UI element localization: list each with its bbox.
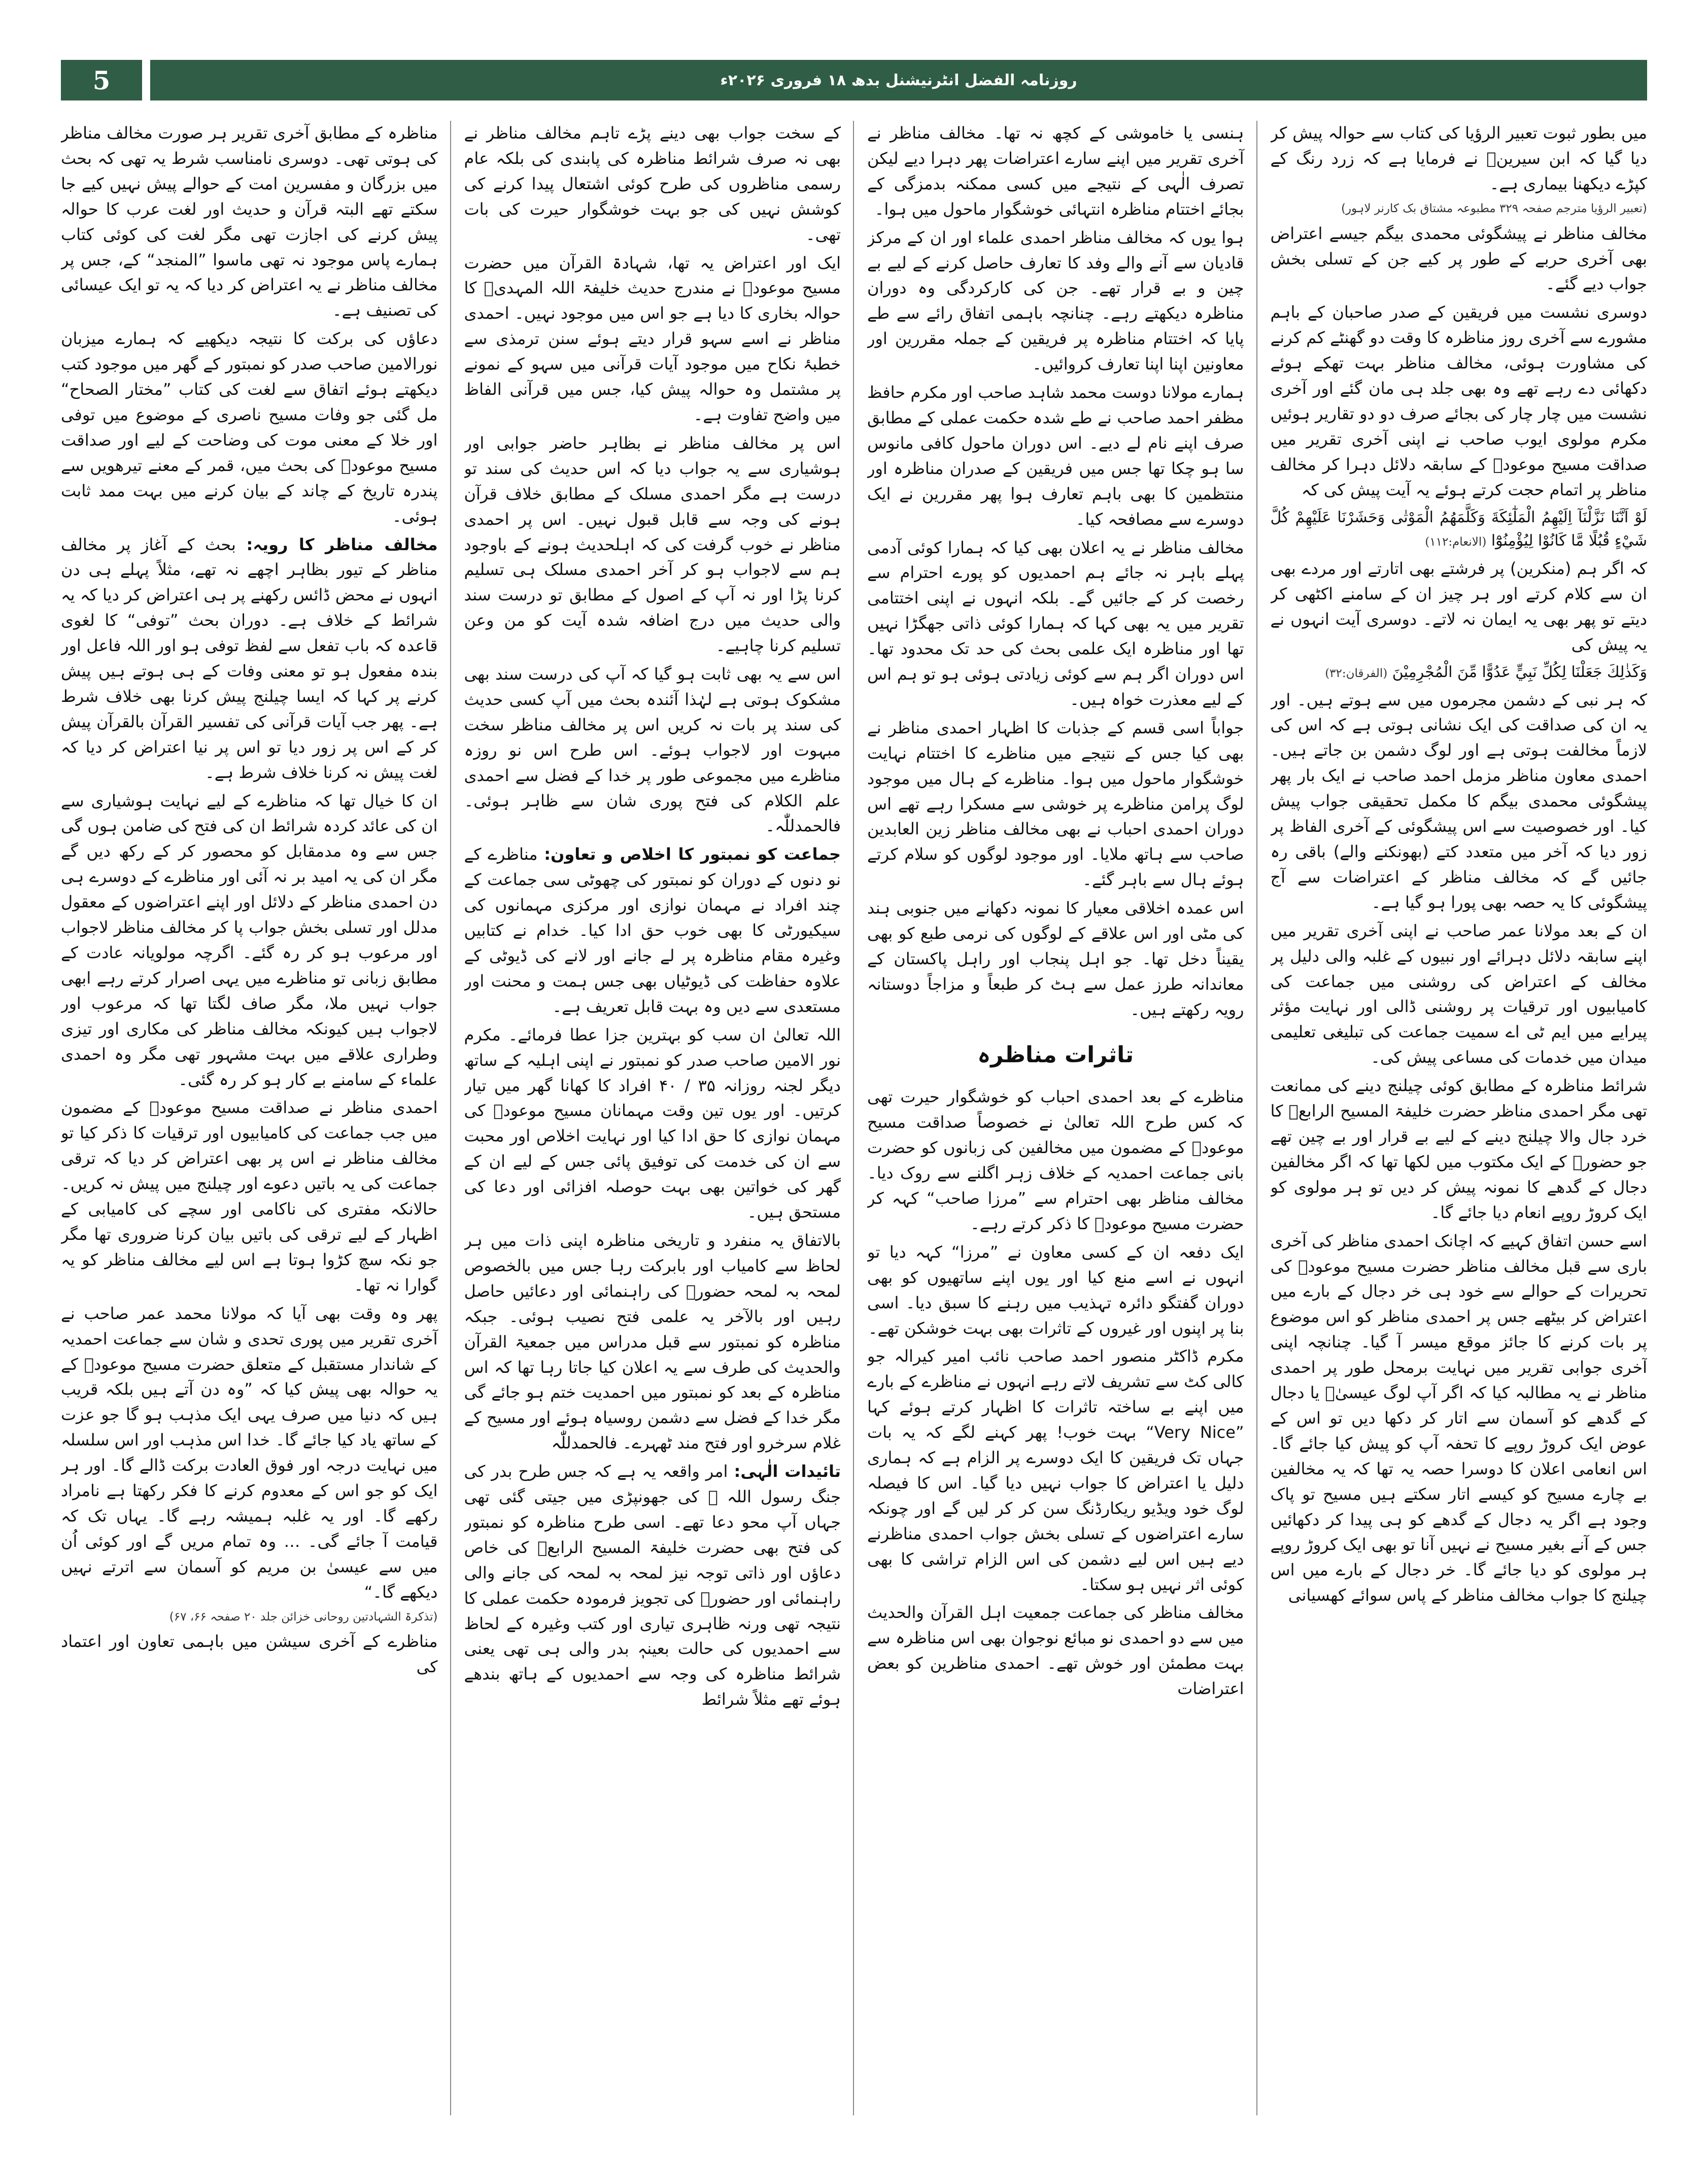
quran-verse — [1271, 506, 1648, 554]
paragraph: ایک دفعہ ان کے کسی معاون نے ”مرزا“ کہہ دیا تو انہوں نے اسے منع کیا اور یوں اپنے ساتھیوں کو بھی دوران گفتگو دائرہ تہذیب میں رہنے کا سبق دیا۔ اسی بنا پر اپنوں اور غیروں کے تاثرات بھی بہت خوشکن تھے۔ — [867, 1242, 1244, 1338]
paragraph: اس سے یہ بھی ثابت ہو گیا کہ آپ کی درست سند بھی مشکوک ہوتی ہے لہٰذا آئندہ بحث میں آپ کسی حدیث کی سند پر بات نہ کریں اس پر مخالف مناظر سخت مبہوت اور لاجواب ہوئے۔ اس طرح اس نو روزہ مناظرے میں مجموعی طور پر خدا کے فضل سے احمدی علم الکلام کی فتح پوری شان سے ظاہر ہوئی۔ فالحمدللّٰہ۔ — [464, 664, 841, 836]
paragraph — [464, 842, 841, 1019]
quran-verse-text: وَكَذٰلِكَ جَعَلْنَا لِكُلِّ نَبِيٍّ عَدُوًّا مِّنَ الْمُجْرِمِيْنَ — [1392, 663, 1647, 681]
paragraph: مخالف مناظر نے پیشگوئی محمدی بیگم جیسے اعتراض بھی آخری حربے کے طور پر کیے جن کے تسلی بخش جواب دیے گئے۔ — [1270, 223, 1647, 294]
paragraph: مناظرے کے بعد احمدی احباب کو خوشگوار حیرت تھی کہ کس طرح اللہ تعالیٰ نے خصوصاً صداقت مسیح موعودؑ کے مضمون میں مخالفین کی زبانوں کو حضرت بانی جماعت احمدیہ کے خلاف زہر اگلنے سے روک دیا۔ مخالف مناظر بھی احترام سے ”مرزا صاحب“ کہہ کر حضرت مسیح موعودؑ کا ذکر کرتے رہے۔ — [867, 1087, 1244, 1233]
paragraph: مخالف مناظر کی جماعت جمعیت اہل القرآن والحدیث میں سے دو احمدی نو مبائع نوجوان بھی اس مناظرہ سے بہت مطمئن اور خوش تھے۔ احمدی مناظرین کو بعض اعتراضات — [867, 1603, 1244, 1699]
paragraph: احمدی مناظر نے صداقت مسیح موعودؑ کے مضمون میں جب جماعت کی کامیابیوں اور ترقیات کا ذکر کیا تو مخالف مناظر نے اس پر بھی اعتراض کر دیا کہ ترقی جماعت کی یہ باتیں دعوے اور چیلنج میں پیش نہ کریں۔ حالانکہ مفتری کی ناکامی اور سچے کی کامیابی کے اظہار کے لیے ترقی کی باتیں بیان کرنا ضروری تھا مگر جو نکہ سچ کڑوا ہوتا ہے اس لیے مخالف مناظر کو یہ گوارا نہ تھا۔ — [61, 1098, 438, 1295]
reference: (تعبیر الرؤیا مترجم صفحہ ۳۲۹ مطبوعہ مشتاق بک کارنر لاہور) — [1341, 201, 1647, 215]
paragraph: مناظرہ کے مطابق آخری تقریر ہر صورت مخالف مناظر کی ہوتی تھی۔ دوسری نامناسب شرط یہ تھی کہ بحث میں بزرگان و مفسرین امت کے حوالے پیش نہیں کیے جا سکتے تھے البتہ قرآن و حدیث اور لغت عرب کا حوالہ پیش کرنے کی اجازت تھی مگر لغت کی کوئی کتاب ہمارے پاس موجود نہ تھی ماسوا ”المنجد“ کے، جس پر مخالف مناظر نے یہ اعتراض کر دیا کہ یہ تو ایک عیسائی کی تصنیف ہے۔ — [61, 123, 438, 320]
paragraph: ہنسی یا خاموشی کے کچھ نہ تھا۔ مخالف مناظر نے آخری تقریر میں اپنے سارے اعتراضات پھر دہرا دیے لیکن تصرف الٰہی کے نتیجے میں کسی ممکنہ بدمزگی کے بجائے اختتام مناظرہ انتہائی خوشگوار ماحول میں ہوا۔ — [867, 123, 1244, 219]
paragraph: ان کا خیال تھا کہ مناظرے کے لیے نہایت ہوشیاری سے ان کی عائد کردہ شرائط ان کی فتح کی ضامن ہوں گی جس سے وہ مدمقابل کو محصور کر کے رکھ دیں گے مگر ان کی یہ امید بر نہ آئی اور مناظرے کے دوسرے ہی دن احمدی مناظر کے دلائل اور اپنے اعتراضوں کے معقول مدلل اور تسلی بخش جواب پا کر مخالف مناظر لاجواب اور مرعوب ہو کر رہ گئے۔ اگرچہ مولویانہ عادت کے مطابق زبانی تو مناظرے میں یہی اصرار کرتے رہے ابھی جواب نہیں ملا، مگر صاف لگتا تھا کہ مرعوب اور لاجواب ہیں کیونکہ مخالف مناظر کی مکاری اور تیزی وطراری علاقے میں بہت مشہور تھی مگر وہ احمدی علماء کے سامنے بے کار ہو کر رہ گئی۔ — [61, 791, 438, 1089]
paragraph: اللہ تعالیٰ ان سب کو بہترین جزا عطا فرمائے۔ مکرم نور الامین صاحب صدر کو نمبتور نے اپنی اہلیہ کے ساتھ دیگر لجنہ روزانہ ۳۵ / ۴۰ افراد کا کھانا گھر میں تیار کرتیں۔ اور یوں تین وقت مہمانان مسیح موعودؑ کی مہمان نوازی کا حق ادا کیا اور نہایت اخلاص اور محبت سے ان کی خدمت کی توفیق پائی جس کے لیے ان کے گھر کی خواتین بھی بہت حوصلہ افزائی اور دعا کی مستحق ہیں۔ — [464, 1025, 841, 1222]
paragraph: ہمارے مولانا دوست محمد شاہد صاحب اور مکرم حافظ مظفر احمد صاحب نے طے شدہ حکمت عملی کے مطابق صرف اپنے نام لے دیے۔ اس دوران ماحول کافی مانوس سا ہو چکا تھا جس میں فریقین کے صدران مناظرہ اور منتظمین کا بھی باہم تعارف ہوا پھر مقررین نے ایک دوسرے سے مصافحہ کیا۔ — [867, 383, 1244, 529]
paragraph: بالاتفاق یہ منفرد و تاریخی مناظرہ اپنی ذات میں ہر لحاظ سے کامیاب اور بابرکت رہا جس میں بالخصوص لمحہ بہ لمحہ حضورؒ کی راہنمائی اور دعائیں حاصل رہیں اور بالآخر یہ علمی فتح نصیب ہوئی۔ جبکہ مناظرہ کو نمبتور سے قبل مدراس میں جمعیۃ القرآن والحدیث کی طرف سے یہ اعلان کیا جاتا رہا تھا کہ اس مناظرہ کے بعد کو نمبتور میں احمدیت ختم ہو جائے گی مگر خدا کے فضل سے دشمن روسیاہ ہوئے اور مسیح کے غلام سرخرو اور فتح مند ٹھہرے۔ فالحمدللّٰہ — [464, 1230, 841, 1453]
paragraph: دوسری نشست میں فریقین کے صدر صاحبان کے باہم مشورے سے آخری روز مناظرہ کا وقت دو گھنٹے کم کرنے کی مشاورت ہوئی، مخالف مناظر بہت تھکے ہوئے دکھائی دے رہے تھے وہ بھی جلد ہی مان گئے اور آخری نشست میں چار چار کی بجائے صرف دو دو تقاریر ہوئیں مکرم مولوی ایوب صاحب نے اپنی آخری تقریر میں صداقت مسیح موعودؑ کے سابقہ دلائل دہرا کر مخالف مناظر پر اتمام حجت کرتے ہوئے یہ آیت پیش کی کہ — [1270, 302, 1647, 499]
column-3 — [464, 121, 855, 2115]
paragraph: اسے حسن اتفاق کہیے کہ اچانک احمدی مناظر کی آخری باری سے قبل مخالف مناظر حضرت مسیح موعودؑ کی تحریرات کے حوالے سے خود ہی خر دجال کے بارے میں اعتراض کر بیٹھے جس پر احمدی مناظر کو اس موضوع پر بات کرنے کا جائز موقع میسر آ گیا۔ چنانچہ اپنی آخری جوابی تقریر میں نہایت برمحل طور پر احمدی مناظر نے یہ مطالبہ کیا کہ اگر آپ لوگ عیسیٰؑ یا دجال کے گدھے کو آسمان سے اتار کر دکھا دیں تو اس کے عوض ایک کروڑ روپے کا تحفہ آپ کو پیش کیا جائے گا۔ اس انعامی اعلان کا دوسرا حصہ یہ تھا کہ یہ مخالفین بے چارے مسیح کو کیسے اتار سکتے ہیں مسیح تو پاک وجود ہے اگر یہ دجال کے گدھے کو ہی پیدا کر دکھائیں جس کے آنے بغیر مسیح نے نہیں آنا تو بھی ایک کروڑ روپے ہر مولوی کو دیا جائے گا۔ خر دجال کے بارے میں اس چیلنج کا جواب مخالف مناظر کے پاس سوائے کھسیانی — [1270, 1231, 1647, 1605]
subheading: جماعت کو نمبتور کا اخلاص و تعاون: — [544, 845, 841, 864]
subheading: تائیدات الٰہی: — [734, 1462, 841, 1481]
paragraph: ان کے بعد مولانا عمر صاحب نے اپنی آخری تقریر میں اپنے سابقہ دلائل دہرائے اور نبیوں کے غلبہ والی دلیل پر مخالف کے اعتراض کی روشنی میں جماعت کی کامیابیوں اور ترقیات پر روشنی ڈالی اور نہایت مؤثر پیرایے میں ایم ٹی اے سمیت جماعت کی تبلیغی تعلیمی میدان میں خدمات کی مساعی پیش کی۔ — [1270, 921, 1647, 1067]
quran-verse-text: لَوْ اَنَّنَا نَزَّلْنَآ اِلَيْهِمُ الْمَلٰٓئِكَةَ وَكَلَّمَهُمُ الْمَوْتٰى وَحَشَرْنَا عَلَيْهِمْ كُلَّ شَيْءٍ قُبُلًا مَّا كَانُوْا لِيُؤْمِنُوْٓا — [1270, 508, 1647, 550]
paragraph: دعاؤں کی برکت کا نتیجہ دیکھیے کہ ہمارے میزبان نورالامین صاحب صدر کو نمبتور کے گھر میں موجود کتب دیکھتے ہوئے اتفاق سے لغت کی کتاب ”مختار الصحاح“ مل گئی جو وفات مسیح ناصری کے موضوع میں توفی اور خلا کے معنی موت کی وضاحت کے لیے اور صداقت مسیح موعودؑ کی بحث میں، قمر کے معنے تیرھویں سے پندرہ تاریخ کے چاند کے بیان کرنے میں بہت ممد ثابت ہوئی۔ — [61, 329, 438, 526]
paragraph: میں بطور ثبوت تعبیر الرؤیا کی کتاب سے حوالہ پیش کر دیا گیا کہ ابن سیرینؒ نے فرمایا ہے کہ زرد رنگ کے کپڑے دیکھنا بیماری ہے۔ — [1270, 123, 1647, 193]
paragraph: پھر وہ وقت بھی آیا کہ مولانا محمد عمر صاحب نے آخری تقریر میں پوری تحدی و شان سے جماعت احمدیہ کے شاندار مستقبل کے متعلق حضرت مسیح موعودؑ کے یہ حوالہ بھی پیش کیا کہ ”وہ دن آتے ہیں بلکہ قریب ہیں کہ دنیا میں صرف یہی ایک مذہب ہو گا جو عزت کے ساتھ یاد کیا جائے گا۔ خدا اس مذہب اور اس سلسلہ میں نہایت درجہ اور فوق العادت برکت ڈالے گا۔ اور ہر ایک کو جو اس کے معدوم کرنے کا فکر رکھتا ہے نامراد رکھے گا۔ اور یہ غلبہ ہمیشہ رہے گا۔ یہاں تک کہ قیامت آ جائے گی۔ … وہ تمام مریں گے اور کوئی اُن میں سے عیسیٰ بن مریم کو آسمان سے اترتے نہیں دیکھے گا۔“ — [61, 1303, 438, 1602]
paragraph: شرائط مناظرہ کے مطابق کوئی چیلنج دینے کی ممانعت تھی مگر احمدی مناظر حضرت خلیفۃ المسیح الرابعؒ کا خرد جال والا چیلنج دینے کے لیے بے قرار اور بے چین تھے جو حضورؒ کے ایک مکتوب میں لکھا تھا کہ اگر مخالفین دجال کے گدھے کا نمونہ پیش کر دیں تو ہر مولوی کو ایک کروڑ روپے انعام دیا جائے گا۔ — [1270, 1076, 1647, 1222]
paragraph: اس عمدہ اخلاقی معیار کا نمونہ دکھانے میں جنوبی ہند کی مٹی اور اس علاقے کے لوگوں کی نرمی طبع کو بھی یقیناً دخل تھا۔ جو اہل پنجاب اور راہل پاکستان کے معاندانہ طرز عمل سے ہٹ کر طبعاً و مزاجاً دوستانہ رویہ رکھتے ہیں۔ — [867, 898, 1244, 1019]
column-2 — [867, 121, 1257, 2115]
subheading: مخالف مناظر کا رویہ: — [246, 534, 438, 554]
quran-verse-ref: (الفرقان:۳۲) — [1325, 666, 1388, 680]
article-columns — [61, 121, 1647, 2115]
page-header — [61, 60, 1647, 100]
quran-verse — [1271, 661, 1648, 685]
subheading-text: بحث کے آغاز پر مخالف — [61, 534, 236, 554]
paragraph: مکرم ڈاکٹر منصور احمد صاحب نائب امیر کیرالہ جو کالی کٹ سے تشریف لاتے رہے انہوں نے مناظرے کے بارے میں اپنے بے ساختہ تاثرات کا اظہار کرتے ہوئے کہا ”Very Nice“ بہت خوب! پھر کہنے لگے کہ یہ بات جہاں تک فریقین کا ایک دوسرے پر الزام ہے کہ ہماری دلیل یا اعتراض کا جواب نہیں دیا گیا۔ اس کا فیصلہ لوگ خود ویڈیو ریکارڈنگ سن کر کر لیں گے اور چونکہ سارے اعتراضوں کے تسلی بخش جواب احمدی مناظرنے دیے ہیں اس لیے دشمن کی اس الزام تراشی کا بھی کوئی اثر نہیں ہو سکتا۔ — [867, 1346, 1244, 1594]
paragraph: مخالف مناظر نے یہ اعلان بھی کیا کہ ہمارا کوئی آدمی پہلے باہر نہ جائے ہم احمدیوں کو پورے احترام سے رخصت کر کے جائیں گے۔ بلکہ انہوں نے اپنی اختتامی تقریر میں یہ بھی کہا کہ ہمارا کوئی ذاتی جھگڑا نہیں تھا اور مناظرہ ایک علمی بحث کی حد تک محدود تھا۔ اس دوران اگر ہم سے کوئی زیادتی ہوئی ہو تو ہم اس کے لیے معذرت خواہ ہیں۔ — [867, 537, 1244, 709]
paragraph: کہ اگر ہم (منکرین) پر فرشتے بھی اتارتے اور مردے بھی ان سے کلام کرتے اور ہر چیز ان کے سامنے اکٹھی کر دیتے تو پھر بھی یہ ایمان نہ لاتے۔ دوسری آیت انہوں نے یہ پیش کی — [1270, 559, 1647, 654]
paragraph: کہ ہر نبی کے دشمن مجرموں میں سے ہوتے ہیں۔ اور یہ ان کی صداقت کی ایک نشانی ہوتی ہے کہ اس کی لازماً مخالفت ہوتی ہے اور لوگ دشمن بن جاتے ہیں۔ احمدی معاون مناظر مزمل احمد صاحب نے ایک بار پھر پیشگوئی محمدی بیگم کا مکمل تحقیقی جواب پیش کیا۔ اور خصوصیت سے اس پیشگوئی کے آخری الفاظ پر زور دیا کہ آخر میں متعدد کتے (بھونکنے والے) باقی رہ جائیں گے کہ مخالف مناظر کے اعتراضات سے آج پیشگوئی کا یہ حصہ بھی پورا ہو گیا ہے۔ — [1270, 690, 1647, 912]
paragraph: کے سخت جواب بھی دینے پڑے تاہم مخالف مناظر نے بھی نہ صرف شرائط مناظرہ کی پابندی کی بلکہ عام رسمی مناظروں کی طرح کوئی اشتعال پیدا کرنے کی کوشش نہیں کی جو بہت خوشگوار حیرت کی بات تھی۔ — [464, 123, 841, 244]
masthead-title: روزنامہ الفضل انٹرنیشنل بدھ ۱۸ فروری ۲۰۲۶ء — [150, 60, 1647, 100]
subheading-text: مناظرے کے — [464, 845, 538, 864]
page-number: 5 — [61, 60, 150, 100]
paragraph-text: مناظر کے تیور بظاہر اچھے نہ تھے، مثلاً پہلے ہی دن انہوں نے محض ڈائس رکھنے پر ہی اعتراض کر دیا کہ یہ شرائط کے خلاف ہے۔ دوران بحث ”توفی“ کا لغوی قاعدہ کہ باب تفعل سے لفظ توفی ہو اور اللہ فاعل اور بندہ مفعول ہو تو معنی وفات کے ہی ہوتے ہیں پیش کرنے پر کہا کہ ایسا چیلنج پیش کرنا بھی خلاف شرط ہے۔ پھر جب آیات قرآنی کی تفسیر القرآن بالقرآن پیش کر کے اس پر زور دیا تو اس پر نیا اعتراض کر دیا کہ لغت پیش نہ کرنا خلاف شرط ہے۔ — [61, 560, 438, 782]
paragraph — [464, 1459, 841, 1712]
column-4 — [61, 121, 451, 2115]
reference: (تذکرۃ الشہادتین روحانی خزائن جلد ۲۰ صفحہ ۶۶، ۶۷) — [169, 1610, 438, 1624]
paragraph: ہوا یوں کہ مخالف مناظر احمدی علماء اور ان کے مرکز قادیان سے آنے والے وفد کا تعارف حاصل کرنے کے لیے بے چین و بے قرار تھے۔ جن کی کارکردگی وہ دوران مناظرہ دیکھتے رہے۔ چنانچہ باہمی اتفاق رائے سے طے پایا کہ اختتام مناظرہ پر فریقین کے جملہ مقررین اور معاونین اپنا اپنا تعارف کروائیں۔ — [867, 227, 1244, 374]
paragraph-text: نو دنوں کے دوران کو نمبتور کی چھوٹی سی جماعت کے چند افراد نے مہمان نوازی اور مرکزی مہمانوں کی سیکیورٹی کا بھی خوب حق ادا کیا۔ خدام نے کتابیں وغیرہ مقام مناظرہ پر لے جانے اور لانے کی ڈیوٹی کے علاوہ حفاظت کی ڈیوٹیاں بھی جس ہمت و محنت اور مستعدی سے دیں وہ بہت قابل تعریف ہے۔ — [464, 870, 841, 1016]
paragraph — [61, 532, 438, 786]
paragraph-text: امر واقعہ یہ ہے کہ جس طرح بدر کی جنگ رسول اللہ ﷺ کی جھونپڑی میں جیتی گئی تھی جہاں آپ محو دعا تھے۔ اسی طرح مناظرہ کو نمبتور کی فتح بھی حضرت خلیفۃ المسیح الرابعؒ کی خاص دعاؤں اور ذاتی توجہ نیز لمحہ بہ لمحہ کی جانے والی راہنمائی اور حضورؒ کی تجویز فرمودہ حکمت عملی کا نتیجہ تھی ورنہ ظاہری تیاری اور کتب وغیرہ کے لحاظ سے احمدیوں کی حالت بعینہٖ بدر والی ہی تھی یعنی شرائط مناظرہ کی وجہ سے احمدیوں کے ہاتھ بندھے ہوئے تھے مثلاً شرائط — [464, 1462, 841, 1709]
section-heading: تاثرات مناظرہ — [977, 1041, 1134, 1068]
paragraph: جواباً اسی قسم کے جذبات کا اظہار احمدی مناظر نے بھی کیا جس کے نتیجے میں مناظرے کا اختتام نہایت خوشگوار ماحول میں ہوا۔ مناظرے کے ہال میں موجود لوگ پرامن مناظرے پر خوشی سے مسکرا رہے تھے اس دوران احمدی احباب نے بھی مخالف مناظر زین العابدین صاحب سے ہاتھ ملایا۔ اور موجود لوگوں کو سلام کرتے ہوئے ہال سے باہر گئے۔ — [867, 718, 1244, 890]
column-1 — [1271, 121, 1648, 2115]
quran-verse-ref: (الانعام:۱۱۲) — [1425, 535, 1487, 549]
paragraph: ایک اور اعتراض یہ تھا، شہادۃ القرآن میں حضرت مسیح موعودؑ نے مندرج حدیث خلیفۃ اللہ المہدیؑ کا حوالہ بخاری کا دیا ہے جو اس میں موجود نہیں۔ احمدی مناظر نے اسے سہو قرار دیتے ہوئے سنن ترمذی سے خطبۂ نکاح میں موجود آیات قرآنی میں سہو کے نمونے پر مشتمل وہ حوالہ پیش کیا، جس میں قرآنی الفاظ میں واضح تفاوت ہے۔ — [464, 253, 841, 424]
paragraph: اس پر مخالف مناظر نے بظاہر حاضر جوابی اور ہوشیاری سے یہ جواب دیا کہ اس حدیث کی سند تو درست ہے مگر احمدی مسلک کے مطابق خلاف قرآن ہونے کی وجہ سے قابل قبول نہیں۔ اس پر احمدی مناظر نے خوب گرفت کی کہ اہلحدیث ہونے کے باوجود ہم سے لاجواب ہو کر آخر احمدی مسلک ہی تسلیم کرنا پڑا اور نہ آپ کے اصول کے مطابق تو درست سند والی حدیث میں درج اضافہ شدہ آیت کو من وعن تسلیم کرنا چاہیے۔ — [464, 433, 841, 656]
paragraph: مناظرے کے آخری سیشن میں باہمی تعاون اور اعتماد کی — [61, 1632, 438, 1677]
